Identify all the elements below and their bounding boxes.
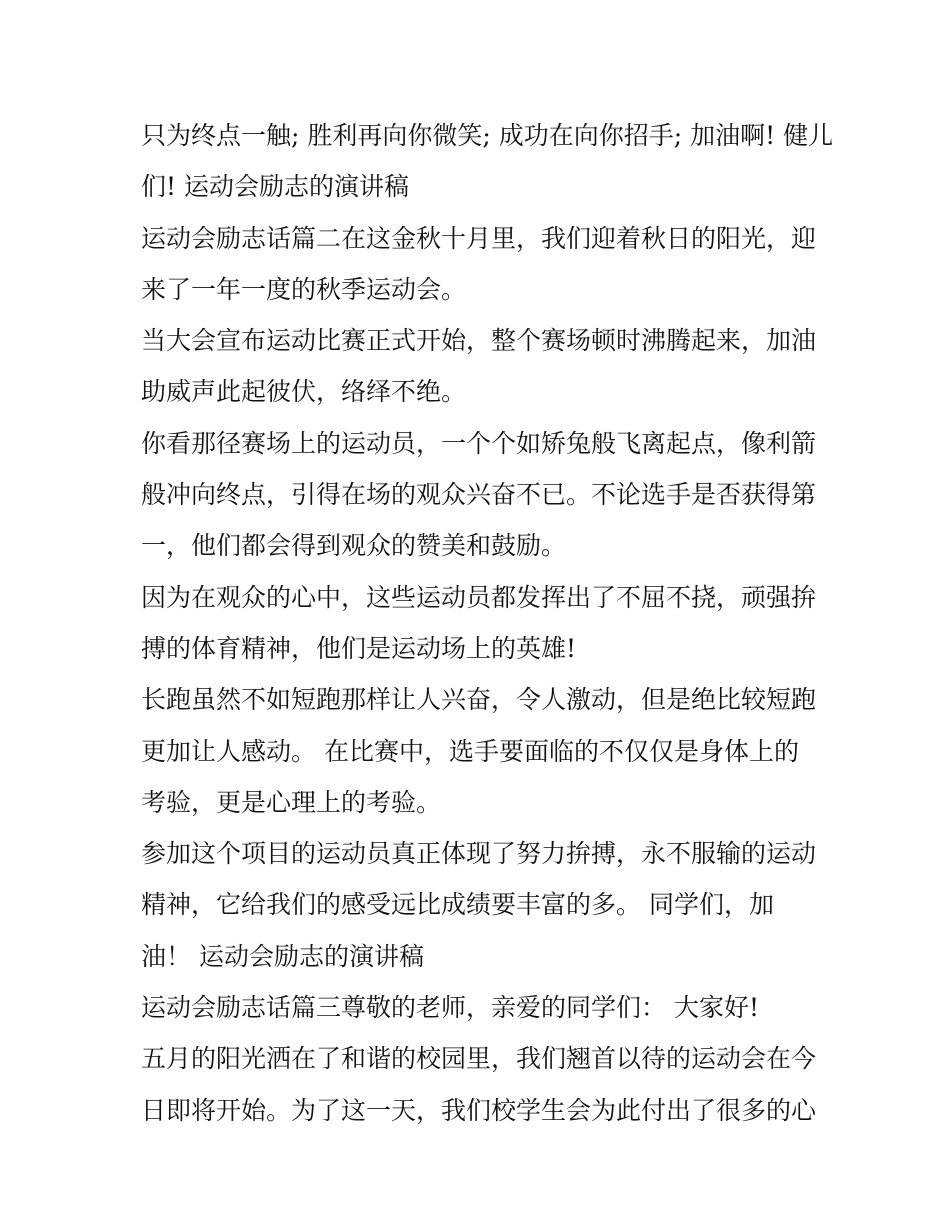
text-line: 油！ 运动会励志的演讲稿 — [141, 941, 424, 971]
text-line: 运动会励志话篇三尊敬的老师，亲爱的同学们： 大家好! — [141, 993, 759, 1023]
text-line: 精神，它给我们的感受远比成绩要丰富的多。 同学们，加 — [141, 890, 774, 920]
text-line: 长跑虽然不如短跑那样让人兴奋，令人激动，但是绝比较短跑 — [141, 685, 817, 715]
text-line: 搏的体育精神，他们是运动场上的英雄! — [141, 633, 577, 663]
text-line: 般冲向终点，引得在场的观众兴奋不已。不论选手是否获得第 — [141, 480, 817, 510]
text-line: 你看那径赛场上的运动员，一个个如矫兔般飞离起点，像利箭 — [141, 428, 817, 458]
text-line: 来了一年一度的秋季运动会。 — [141, 274, 467, 304]
text-line: 当大会宣布运动比赛正式开始，整个赛场顿时沸腾起来，加油 — [141, 326, 817, 356]
text-line: 五月的阳光洒在了和谐的校园里，我们翘首以待的运动会在今 — [141, 1044, 817, 1074]
text-line: 助威声此起彼伏，络绎不绝。 — [141, 377, 467, 407]
text-line: 参加这个项目的运动员真正体现了努力拚搏，永不服输的运动 — [141, 839, 817, 869]
document-body — [141, 110, 834, 1136]
text-line: 更加让人感动。 在比赛中，选手要面临的不仅仅是身体上的 — [141, 736, 799, 766]
text-line: 运动会励志话篇二在这金秋十月里，我们迎着秋日的阳光，迎 — [141, 223, 817, 253]
text-line: 日即将开始。为了这一天，我们校学生会为此付出了很多的心 — [141, 1095, 817, 1125]
text-line: 只为终点一触; 胜利再向你微笑; 成功在向你招手; 加油啊! 健儿 — [141, 121, 834, 150]
text-line: 一，他们都会得到观众的赞美和鼓励。 — [141, 531, 567, 561]
text-line: 因为在观众的心中，这些运动员都发挥出了不屈不挠，顽强拚 — [141, 582, 817, 612]
text-line: 考验，更是心理上的考验。 — [141, 787, 442, 817]
text-line: 们! 运动会励志的演讲稿 — [141, 172, 409, 202]
